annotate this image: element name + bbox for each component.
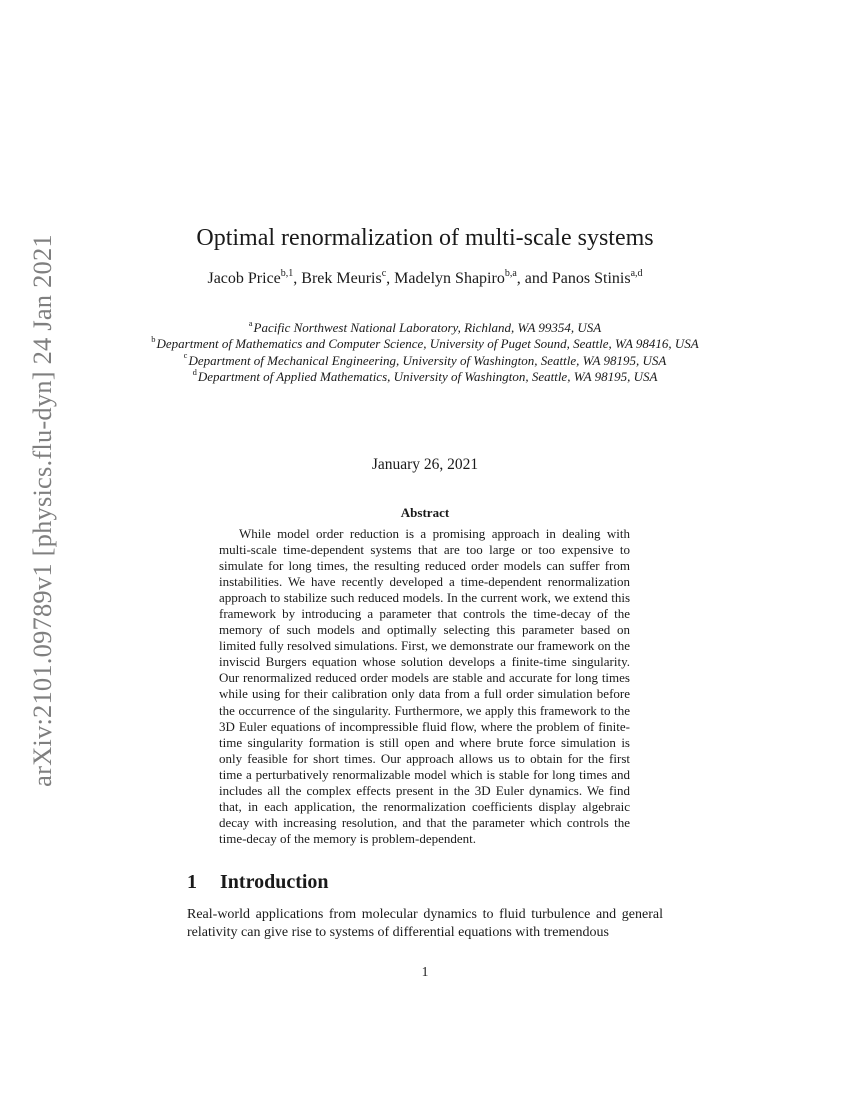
abstract-text: While model order reduction is a promising approach in dealing with multi-scale time-dependent systems that are too large or too expensive to simulate for long times, the resulting reduced order models can suffer from instabilities. We have recently developed a time-dependent renormalization approach to stabilize such reduced models. In the current work, we extend this framework by introducing a parameter that controls the time-decay of the memory of such models and optimally selecting this parameter based on limited fully resolved simulations. First, we demonstrate our framework on the inviscid Burgers equation whose solution develops a finite-time singularity. Our renormalized reduced order models are stable and accurate for long times while using for their calibration only data from a full order simulation before the occurrence of the singularity. Furthermore, we apply this framework to the 3D Euler equations of incompressible fluid flow, where the problem of finite-time singularity formation is still open and where brute force simulation is only feasible for short times. Our approach allows us to obtain for the first time a perturbatively renormalizable model which is stable for long times and includes all the complex effects present in the 3D Euler dynamics. We find that, in each application, the renormalization coefficients display algebraic decay with increasing resolution, and that the parameter which controls the time-decay of the memory is problem-dependent. [219,526,630,846]
introduction-paragraph: Real-world applications from molecular dynamics to fluid turbulence and general relativity can give rise to systems of differential equations with tremendous [187,907,663,940]
abstract-heading: Abstract [400,505,450,520]
section-number: 1 [187,871,197,893]
affiliation: $^c$Department of Mechanical Engineering, University of Washington, Seattle, WA 98195, USA [183,350,667,368]
affiliation-mark: c [183,350,188,361]
arxiv-identifier-text: arXiv:2101.09789v1 [physics.flu-dyn] 24 Jan 2021 [26,233,57,787]
author-affiliation-mark: b,a [504,267,517,279]
affiliation-mark: b [151,333,156,344]
affiliation-mark: a [248,317,253,328]
author-affiliation-mark: c [381,267,387,279]
author-affiliation-mark: a,d [630,267,643,279]
publication-date: January 26, 2021 [371,456,479,473]
affiliation-list [150,317,700,385]
author: Jacob Price$^{b,1}$, [207,267,302,287]
author: Madelyn Shapiro$^{b,a}$, and [394,267,552,287]
affiliation: $^b$Department of Mathematics and Computer Science, University of Puget Sound, Seattle, WA 98416, USA [151,333,699,352]
affiliation-mark: d [192,366,197,377]
author-list [180,269,670,288]
section-title: Introduction [220,871,329,893]
affiliation: $^a$Pacific Northwest National Laboratory, Richland, WA 99354, USA [248,317,602,335]
author-affiliation-mark: b,1 [280,267,294,279]
arxiv-identifier-stamp [14,230,70,790]
author: Brek Meuris$^c$, [301,267,395,287]
author: Panos Stinis$^{a,d}$ [551,267,643,287]
paper-title: Optimal renormalization of multi-scale systems [196,225,654,251]
page-number: 1 [421,964,429,979]
affiliation: $^d$Department of Applied Mathematics, University of Washington, Seattle, WA 98195, USA [192,366,658,384]
section-heading [187,869,329,895]
